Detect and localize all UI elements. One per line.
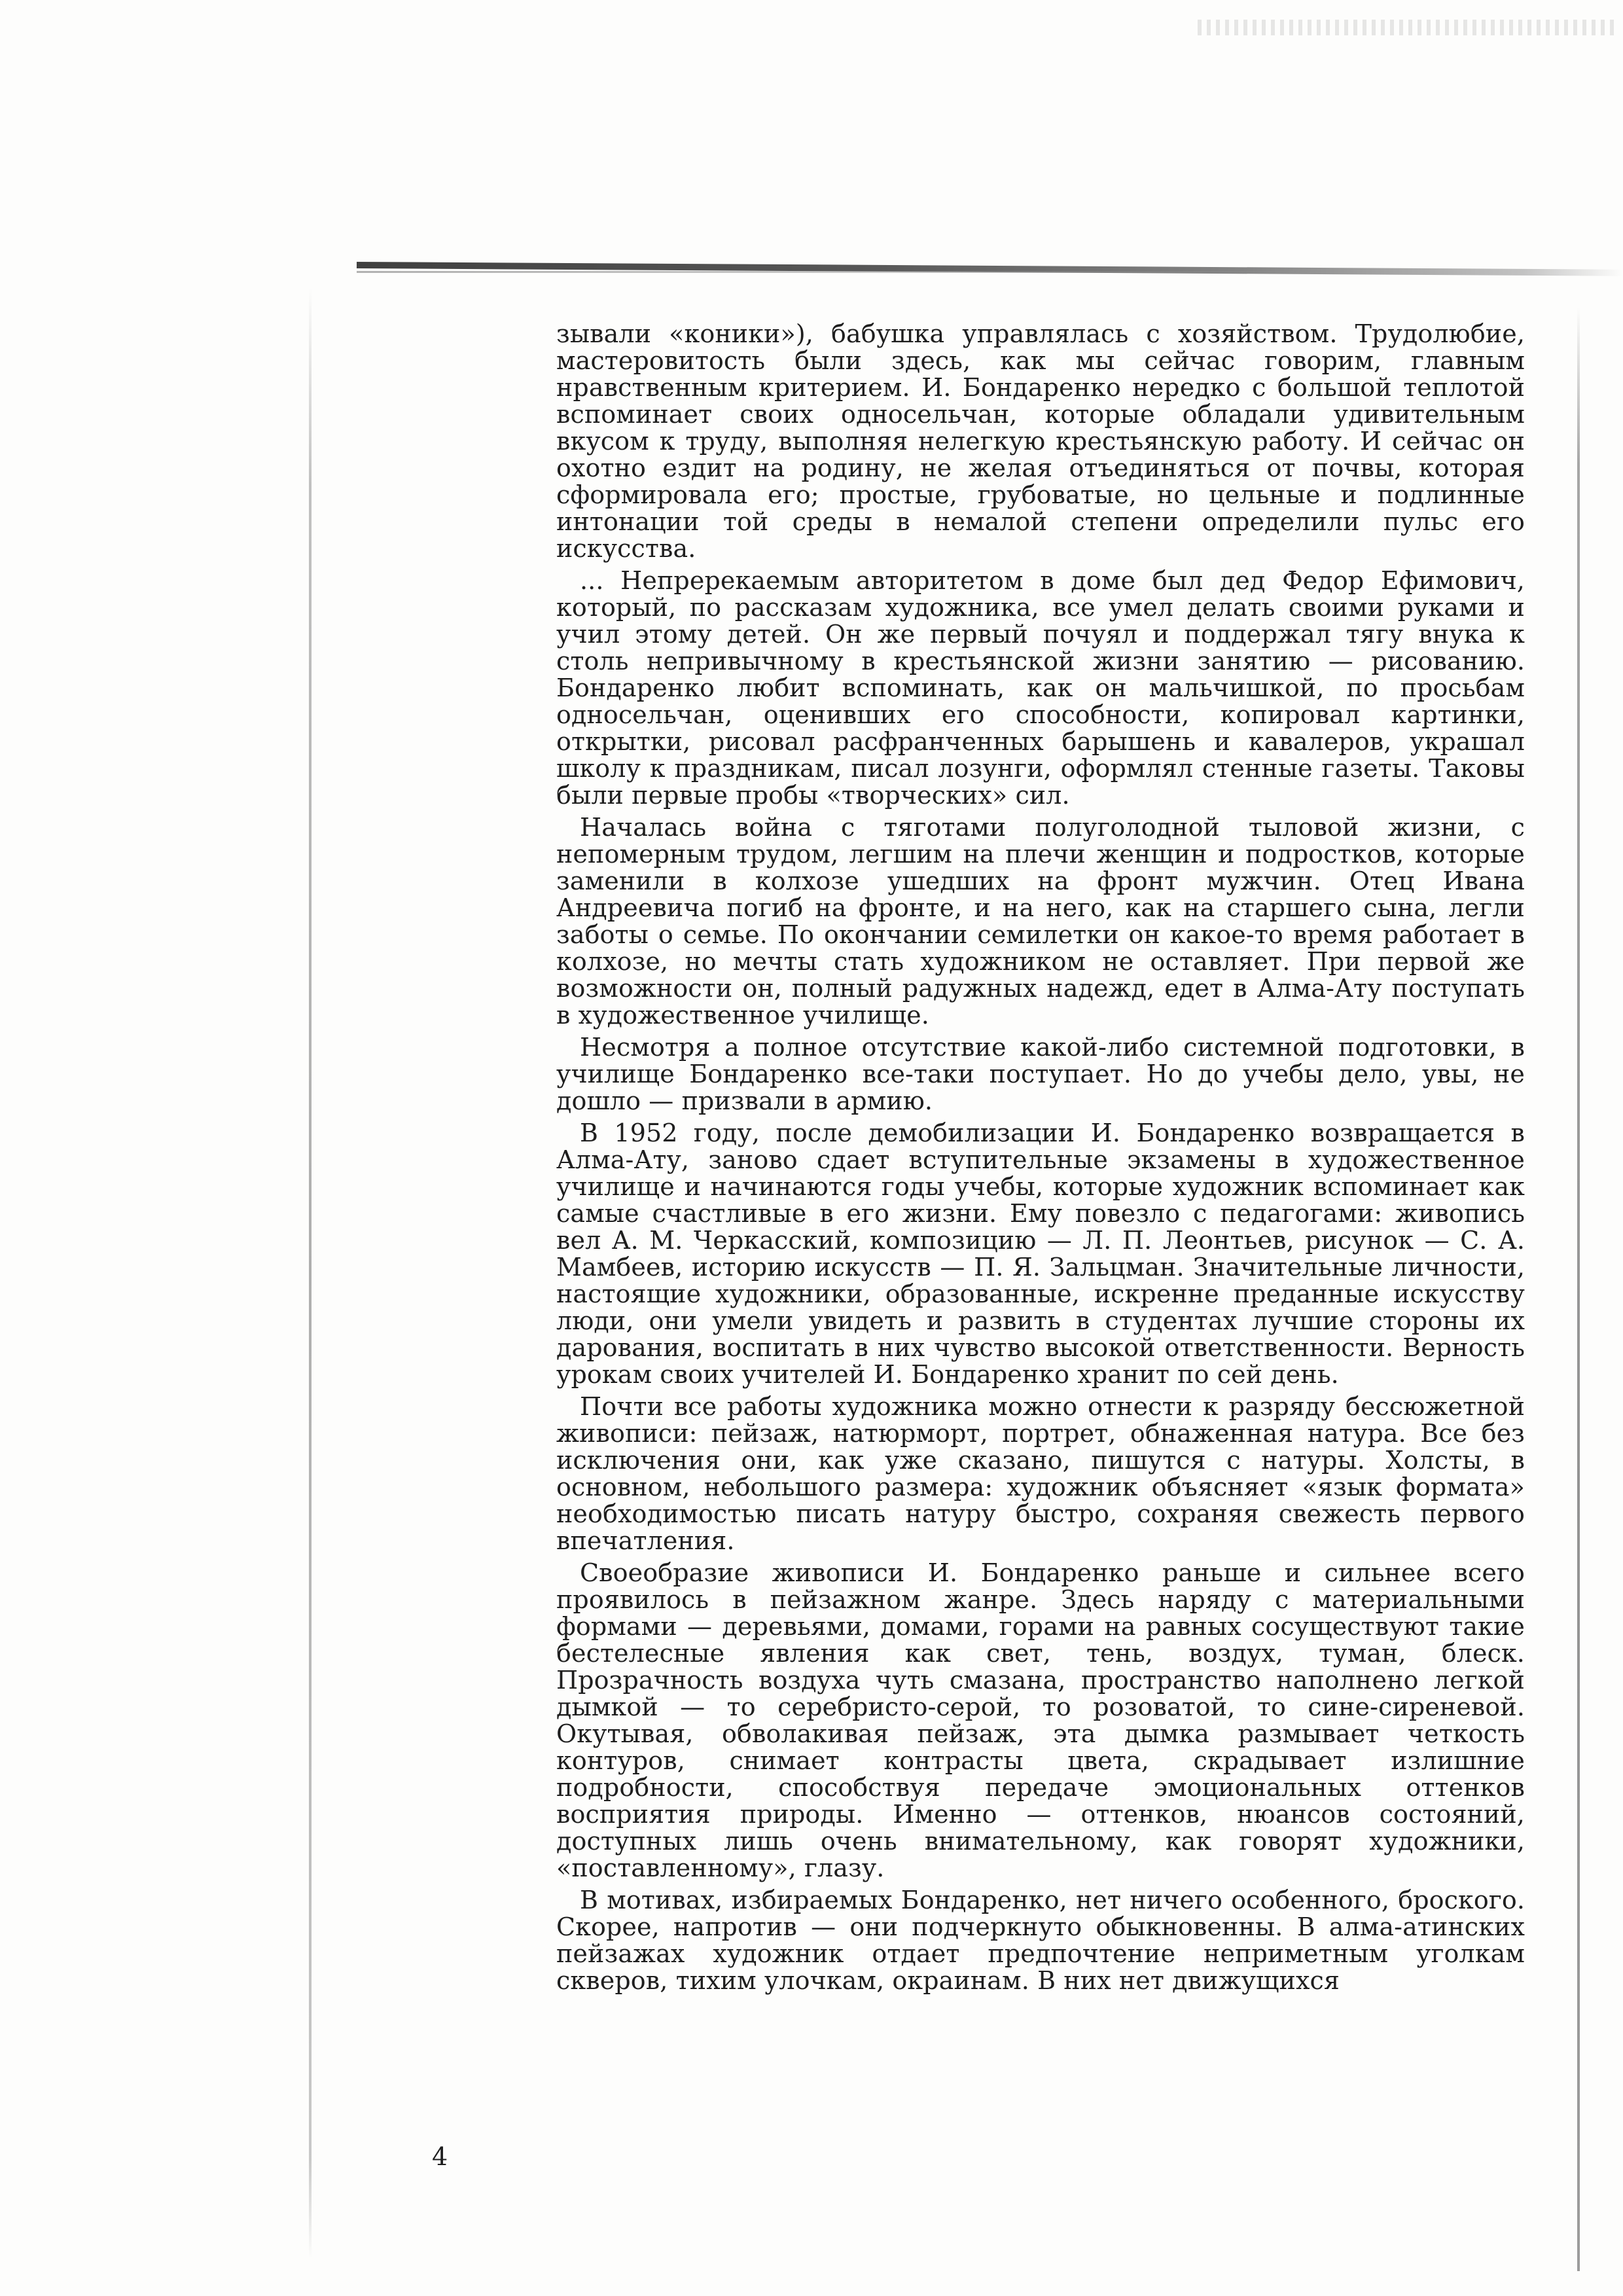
paragraph: ... Непререкаемым авторитетом в доме был дед Федор Ефимович, который, по рассказам художника, все умел делать своими руками и учил этому детей. Он же первый почуял и поддержал тягу внука к столь непривычному в крестьянской жизни занятию — рисованию. Бондаренко любит вспоминать, как он мальчишкой, по просьбам односельчан, оценивших его способности, копировал картинки, открытки, рисовал расфранченных барышень и кавалеров, украшал школу к праздникам, писал лозунги, оформлял стенные газеты. Таковы были первые пробы «творческих» сил. <box>556 566 1525 810</box>
scan-left-edge <box>309 288 312 2258</box>
paragraph: В мотивах, избираемых Бондаренко, нет ничего особенного, броского. Скорее, напротив — они подчеркнуто обыкновенны. В алма-атинских пейзажах художник отдает предпочтение неприметным уголкам скверов, тихим улочкам, окраинам. В них нет движущихся <box>556 1886 1525 1995</box>
scan-noise-top <box>1198 20 1616 35</box>
body-text <box>556 321 1525 2000</box>
paragraph: зывали «коники»), бабушка управлялась с хозяйством. Трудолюбие, мастеровитость были здесь, как мы сейчас говорим, главным нравственным критерием. И. Бондаренко нередко с большой теплотой вспоминает своих односельчан, которые обладали удивительным вкусом к труду, выполняя нелегкую крестьянскую работу. И сейчас он охотно ездит на родину, не желая отъединяться от почвы, которая сформировала его; простые, грубоватые, но цельные и подлинные интонации той среды в немалой степени определили пульс его искусства. <box>556 319 1525 563</box>
page-number: 4 <box>432 2142 448 2171</box>
scan-right-edge <box>1577 308 1580 2271</box>
paragraph: Несмотря а полное отсутствие какой-либо системной подготовки, в училище Бондаренко все-таки поступает. Но до учебы дело, увы, не дошло — призвали в армию. <box>556 1033 1525 1115</box>
paragraph: В 1952 году, после демобилизации И. Бондаренко возвращается в Алма-Ату, заново сдает вступительные экзамены в художественное училище и начинаются годы учебы, которые художник вспоминает как самые счастливые в его жизни. Ему повезло с педагогами: живопись вел А. М. Черкасский, композицию — Л. П. Леонтьев, рисунок — С. А. Мамбеев, историю искусств — П. Я. Зальцман. Значительные личности, настоящие художники, образованные, искренне преданные искусству люди, они умели увидеть и развить в студентах лучшие стороны их дарования, воспитать в них чувство высокой ответственности. Верность урокам своих учителей И. Бондаренко хранит по сей день. <box>556 1119 1525 1389</box>
paragraph: Своеобразие живописи И. Бондаренко раньше и сильнее всего проявилось в пейзажном жанре. Здесь наряду с материальными формами — деревьями, домами, горами на равных сосуществуют такие бестелесные явления как свет, тень, воздух, туман, блеск. Прозрачность воздуха чуть смазана, пространство наполнено легкой дымкой — то серебристо-серой, то розоватой, то сине-сиреневой. Окутывая, обволакивая пейзаж, эта дымка размывает четкость контуров, снимает контрасты цвета, скрадывает излишние подробности, способствуя передаче эмоциональных оттенков восприятия природы. Именно — оттенков, нюансов состояний, доступных лишь очень внимательному, как говорят художники, «поставленному», глазу. <box>556 1558 1525 1882</box>
scan-top-rule-shadow <box>357 271 1338 273</box>
paragraph: Почти все работы художника можно отнести к разряду бессюжетной живописи: пейзаж, натюрморт, портрет, обнаженная натура. Все без исключения они, как уже сказано, пишутся с натуры. Холсты, в основном, небольшого размера: художник объясняет «язык формата» необходимостью писать натуру быстро, сохраняя свежесть первого впечатления. <box>556 1392 1525 1555</box>
paragraph: Началась война с тяготами полуголодной тыловой жизни, с непомерным трудом, легшим на плечи женщин и подростков, которые заменили в колхозе ушедших на фронт мужчин. Отец Ивана Андреевича погиб на фронте, и на него, как на старшего сына, легли заботы о семье. По окончании семилетки он какое-то время работает в колхозе, но мечты стать художником не оставляет. При первой же возможности он, полный радужных надежд, едет в Алма-Ату поступать в художественное училище. <box>556 813 1525 1030</box>
scan-top-rule <box>357 262 1623 276</box>
